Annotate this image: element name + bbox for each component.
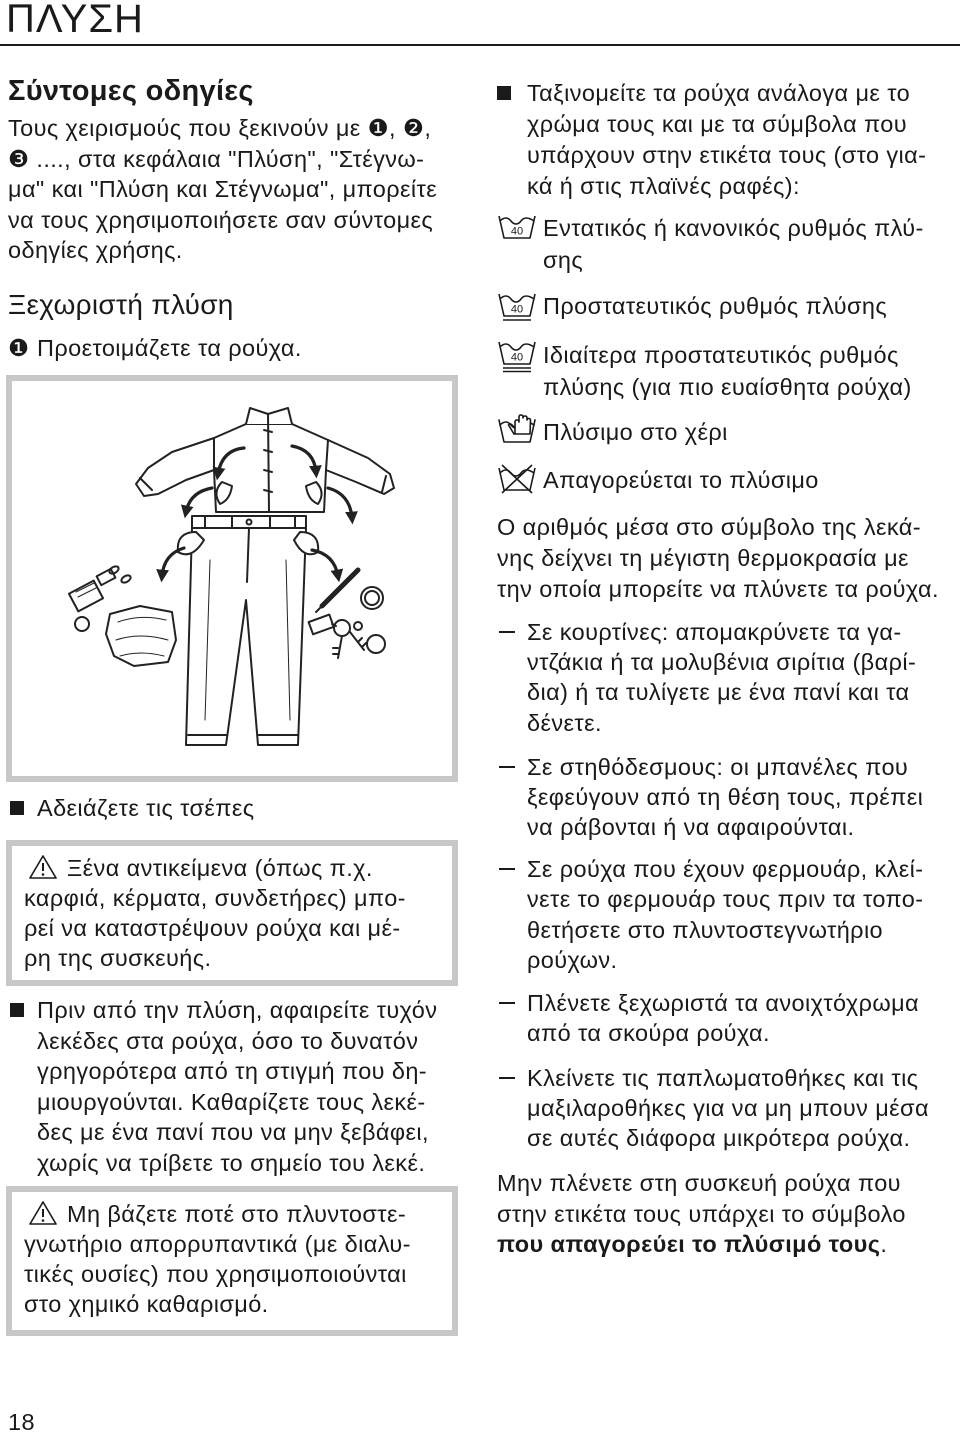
trousers-drawing (178, 516, 318, 745)
separate-wash-heading: Ξεχωριστή πλύση (8, 289, 234, 320)
text-line: Πλένετε ξεχωριστά τα ανοιχτόχρωμα (527, 990, 920, 1016)
text-line: Ξένα αντικείμενα (όπως π.χ. (67, 855, 373, 881)
page-number: 18 (8, 1409, 35, 1435)
text-line: ξεφεύγουν από τη θέση τους, πρέπει (527, 784, 924, 810)
text-line: Ο αριθμός μέσα στο σύμβολο της λεκά- (497, 514, 921, 540)
text-line: λεκέδες στα ρούχα, όσο το δυνατόν (37, 1027, 419, 1054)
text-line: οδηγίες χρήσης. (8, 237, 183, 263)
stains-paragraph (37, 995, 437, 1179)
symbol-description (543, 291, 887, 323)
text-line: ρεί να καταστρέψουν ρούχα και μέ- (24, 915, 401, 941)
text-line: Πλύσιμο στο χέρι (543, 419, 728, 445)
text-line: χωρίς να τρίβετε το σημείο του λεκέ. (37, 1149, 426, 1176)
svg-text:40: 40 (510, 303, 524, 316)
text-line: νης δείχνει τη μέγιστη θερμοκρασία με (497, 545, 909, 571)
text-line: δες με ένα πανί που να μην ξεβάφει, (37, 1119, 429, 1146)
text-line: Τους χειρισμούς που ξεκινούν με ❶, ❷, (8, 115, 432, 141)
text-line: Εντατικός ή κανονικός ρυθμός πλύ- (543, 215, 924, 241)
symbol-description (543, 417, 728, 448)
text-line: μα" και "Πλύση και Στέγνωμα", μπορείτε (8, 176, 438, 202)
text-line: Κλείνετε τις παπλωματοθήκες και τις (527, 1065, 919, 1091)
text-line: μαξιλαροθήκες για να μη μπουν μέσα (527, 1095, 929, 1121)
svg-text:40: 40 (510, 225, 524, 238)
jacket-drawing (136, 408, 394, 512)
text-line: μιουργούνται. Καθαρίζετε τους λεκέ- (37, 1088, 426, 1115)
wash-tub-40-two-bars-icon (497, 334, 537, 374)
text-line: από τα σκούρα ρούχα. (527, 1020, 770, 1046)
dash-marker (499, 631, 515, 633)
step-1-text: Προετοιμάζετε τα ρούχα. (37, 335, 302, 361)
warning-solvents-text (24, 1199, 411, 1319)
hand-wash-icon (497, 412, 537, 452)
wash-tub-40-one-bar-icon (497, 286, 537, 326)
text-line: ρούχων. (527, 946, 618, 973)
dash-item-colours (527, 988, 919, 1048)
header-rule (0, 44, 960, 46)
empty-pockets-text: Αδειάζετε τις τσέπες (37, 795, 255, 821)
text-line: να τους χρησιμοποιήσετε σαν σύντομες (8, 206, 434, 233)
emphasis-text: που απαγορεύει το πλύσιμό τους (497, 1231, 881, 1257)
laundry-pockets-illustration (12, 381, 452, 776)
dash-marker (499, 1077, 515, 1079)
step-1 (8, 333, 302, 364)
text-line: καρφιά, κέρματα, συνδετήρες) μπο- (24, 885, 406, 911)
dash-item-covers (527, 1063, 929, 1153)
text-line: σε αυτές διάφορα μικρότερα ρούχα. (527, 1125, 911, 1151)
symbol-description (543, 465, 819, 496)
text-line: Πριν από την πλύση, αφαιρείτε τυχόν (37, 997, 438, 1023)
text-line: χρώμα τους και με τα σύμβολα που (527, 111, 907, 137)
text-line: πλύσης (για πιο ευαίσθητα ρούχα) (543, 374, 912, 400)
text-line: την οποία μπορείτε να πλύνετε τα ρούχα. (497, 576, 939, 602)
square-bullet-icon (10, 801, 24, 815)
dash-marker (499, 766, 515, 768)
text-line: γνωτήριο απορρυπαντικά (με διαλυ- (24, 1231, 411, 1257)
step-number-marker: ❶ (8, 335, 30, 361)
text-line: ❸ ...., στα κεφάλαια "Πλύση", "Στέγνω- (8, 145, 425, 172)
text-line: υπάρχουν στην ετικέτα τους (στο για- (527, 142, 927, 168)
svg-text:40: 40 (510, 351, 524, 364)
text-line (497, 1229, 906, 1260)
quick-guide-paragraph (8, 113, 437, 266)
dash-item-curtains (527, 617, 916, 738)
quick-guide-heading: Σύντομες οδηγίες (8, 75, 254, 107)
do-not-wash-paragraph (497, 1168, 906, 1260)
text-line: Μη βάζετε ποτέ στο πλυντοστε- (67, 1201, 407, 1227)
dash-marker (499, 868, 515, 870)
text-line: νετε το φερμουάρ τους πριν τα τοπο- (527, 886, 924, 913)
text-line: κά ή στις πλαϊνές ραφές): (527, 173, 800, 199)
text-line: θετήσετε στο πλυντοστεγνωτήριο (527, 916, 884, 943)
symbol-description (543, 213, 924, 276)
dash-item-zippers (527, 854, 924, 975)
dash-marker (499, 1002, 515, 1004)
text-line: γρηγορότερα από τη στιγμή που δη- (37, 1058, 428, 1085)
symbol-description (543, 339, 912, 403)
temperature-note (497, 512, 939, 605)
section-title: ΠΛΥΣΗ (6, 0, 144, 41)
do-not-wash-icon (497, 460, 537, 500)
text-line: δια) ή τα τυλίγετε με ένα πανί και τα (527, 679, 910, 706)
wash-tub-40-icon (497, 208, 537, 248)
sorting-paragraph (527, 78, 926, 202)
text-line: Μην πλένετε στη συσκευή ρούχα που (497, 1170, 901, 1196)
text-line: δένετε. (527, 709, 602, 736)
text-line: Ιδιαίτερα προστατευτικός ρυθμός (543, 342, 899, 368)
text-line: σης (543, 246, 584, 273)
text-line: Προστατευτικός ρυθμός πλύσης (543, 293, 888, 319)
text-line: ρη της συσκευής. (24, 945, 212, 971)
text-line: να ράβονται ή να αφαιρούνται. (527, 814, 855, 840)
text-line: Σε στηθόδεσμους: οι μπανέλες που (527, 754, 909, 780)
text-line: Σε κουρτίνες: απομακρύνετε τα γα- (527, 619, 902, 645)
text-line: στο χημικό καθαρισμό. (24, 1291, 269, 1317)
text-line: ντζάκια ή τα μολυβένια σιρίτια (βαρί- (527, 649, 917, 676)
warning-foreign-objects-text (24, 853, 406, 973)
square-bullet-icon (497, 86, 511, 100)
sentence-end: . (880, 1231, 888, 1257)
text-line: στην ετικέτα τους υπάρχει το σύμβολο (497, 1200, 906, 1227)
text-line: τικές ουσίες) που χρησιμοποιούνται (24, 1261, 407, 1287)
text-line: Ταξινομείτε τα ρούχα ανάλογα με το (527, 80, 911, 106)
dash-item-bras (527, 752, 923, 842)
square-bullet-icon (10, 1003, 24, 1017)
text-line: Απαγορεύεται το πλύσιμο (543, 467, 819, 493)
text-line: Σε ρούχα που έχουν φερμουάρ, κλεί- (527, 856, 924, 882)
